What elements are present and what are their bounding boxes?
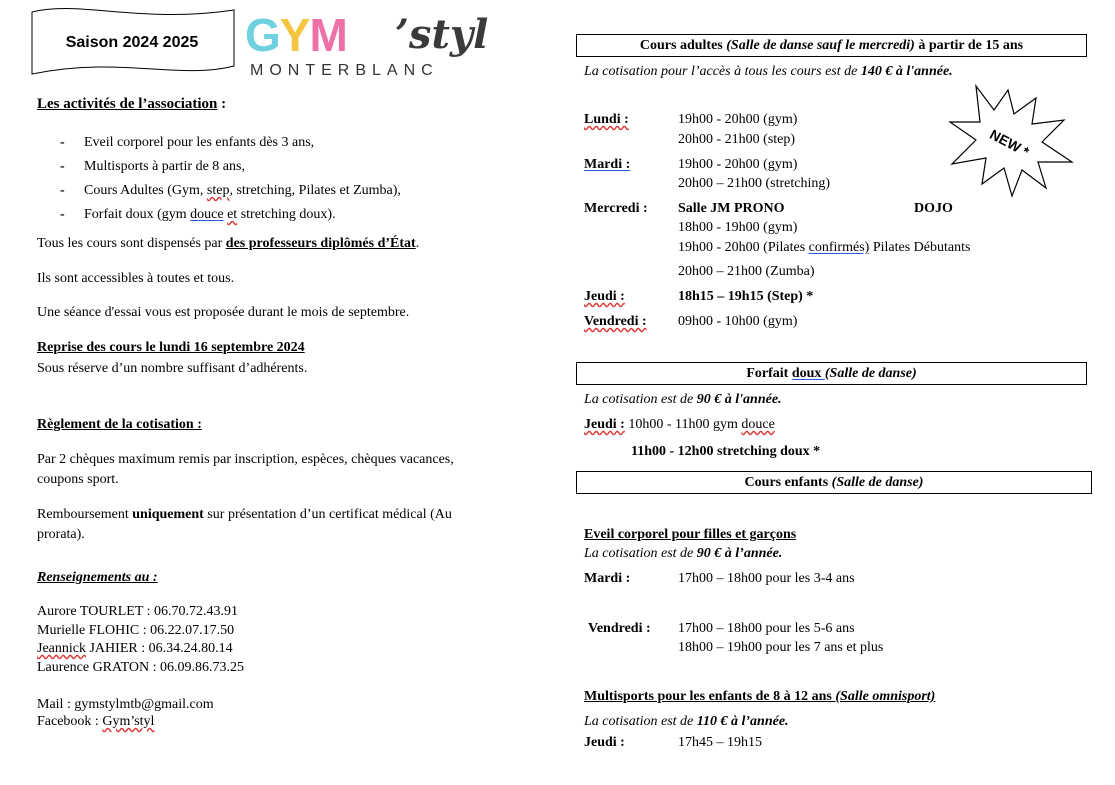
list-item: - Eveil corporel pour les enfants dès 3 ans, bbox=[60, 135, 315, 150]
adults-day-lundi: Lundi : bbox=[584, 112, 629, 127]
adults-mercredi-place1: Salle JM PRONO bbox=[678, 201, 785, 216]
kids-day-vendredi: Vendredi : bbox=[588, 621, 651, 636]
mail-text: Mail : gymstylmtb@gmail.com bbox=[37, 697, 214, 712]
teachers-text: Tous les cours sont dispensés par des professeurs diplômés d’État. bbox=[37, 236, 420, 251]
contact-item: Aurore TOURLET : 06.70.72.43.91 bbox=[37, 604, 239, 619]
adults-vendredi-slot1: 09h00 - 10h00 (gym) bbox=[678, 314, 798, 329]
contact-item: Jeannick JAHIER : 06.34.24.80.14 bbox=[37, 641, 233, 656]
season-label: Saison 2024 2025 bbox=[65, 34, 199, 51]
eveil-fee: La cotisation est de 90 € à l’année. bbox=[584, 546, 783, 561]
kids-day-mardi: Mardi : bbox=[584, 571, 631, 586]
multisports-fee: La cotisation est de 110 € à l’année. bbox=[584, 714, 789, 729]
adults-mercredi-slot1: 18h00 - 19h00 (gym) bbox=[678, 220, 798, 235]
eveil-heading: Eveil corporel pour filles et garçons bbox=[584, 527, 797, 542]
adults-day-vendredi: Vendredi : bbox=[584, 314, 647, 329]
kids-vendredi-slot2: 18h00 – 19h00 pour les 7 ans et plus bbox=[678, 640, 884, 655]
list-item: - Multisports à partir de 8 ans, bbox=[60, 159, 245, 174]
logo-gym-text: GYM bbox=[245, 9, 347, 61]
refund-text-line1: Remboursement uniquement sur présentation d’un certificat médical (Au bbox=[37, 507, 452, 522]
adults-day-mardi: Mardi : bbox=[584, 157, 631, 172]
adults-mercredi-slot2: 19h00 - 20h00 (Pilates confirmés) Pilates Débutants bbox=[678, 240, 971, 255]
adults-lundi-slot2: 20h00 - 21h00 (step) bbox=[678, 132, 796, 147]
accessible-text: Ils sont accessibles à toutes et tous. bbox=[37, 271, 235, 286]
activities-heading: Les activités de l’association : bbox=[37, 96, 227, 112]
facebook-text: Facebook : Gym’styl bbox=[37, 714, 155, 729]
kids-header-box: Cours enfants (Salle de danse) bbox=[576, 471, 1092, 494]
refund-text-line2: prorata). bbox=[37, 527, 85, 542]
soft-fee: La cotisation est de 90 € à l'année. bbox=[584, 392, 782, 407]
adults-mardi-slot2: 20h00 – 21h00 (stretching) bbox=[678, 176, 831, 191]
payment-text-line2: coupons sport. bbox=[37, 472, 119, 487]
list-item: - Forfait doux (gym douce et stretching doux). bbox=[60, 207, 336, 222]
contact-item: Murielle FLOHIC : 06.22.07.17.50 bbox=[37, 623, 235, 638]
new-badge-label: NEW * bbox=[987, 125, 1032, 160]
list-item: - Cours Adultes (Gym, step, stretching, Pilates et Zumba), bbox=[60, 183, 401, 198]
logo-styl-text: ’styl bbox=[395, 11, 489, 58]
activities-list bbox=[60, 133, 401, 229]
adults-mercredi-place2: DOJO bbox=[914, 201, 953, 216]
kids-mardi-slot1: 17h00 – 18h00 pour les 3-4 ans bbox=[678, 571, 855, 586]
adults-mardi-slot1: 19h00 - 20h00 (gym) bbox=[678, 157, 798, 172]
gymstyl-logo bbox=[245, 10, 545, 82]
adults-day-jeudi: Jeudi : bbox=[584, 289, 625, 304]
resume-heading: Reprise des cours le lundi 16 septembre 2024 bbox=[37, 340, 305, 355]
adults-header-box: Cours adultes (Salle de danse sauf le mercredi) à partir de 15 ans bbox=[576, 34, 1087, 57]
kids-jeudi-slot1: 17h45 – 19h15 bbox=[678, 735, 762, 750]
multisports-heading: Multisports pour les enfants de 8 à 12 ans (Salle omnisport) bbox=[584, 689, 936, 704]
adults-mercredi-slot3: 20h00 – 21h00 (Zumba) bbox=[678, 264, 815, 279]
resume-note: Sous réserve d’un nombre suffisant d’adhérents. bbox=[37, 361, 308, 376]
adults-day-mercredi: Mercredi : bbox=[584, 201, 648, 216]
kids-day-jeudi: Jeudi : bbox=[584, 735, 625, 750]
payment-heading: Règlement de la cotisation : bbox=[37, 417, 202, 432]
soft-jeudi-line: Jeudi : 10h00 - 11h00 gym douce bbox=[584, 417, 775, 432]
info-heading: Renseignements au : bbox=[37, 570, 158, 585]
logo-subtitle: MONTERBLANC bbox=[250, 62, 439, 79]
contact-item: Laurence GRATON : 06.09.86.73.25 bbox=[37, 660, 244, 675]
adults-fee: La cotisation pour l’accès à tous les cours est de 140 € à l'année. bbox=[584, 64, 953, 79]
soft-jeudi-slot2: 11h00 - 12h00 stretching doux * bbox=[631, 444, 821, 459]
trial-text: Une séance d'essai vous est proposée durant le mois de septembre. bbox=[37, 305, 410, 320]
new-starburst-icon bbox=[946, 80, 1076, 198]
soft-header-box: Forfait doux (Salle de danse) bbox=[576, 362, 1087, 385]
kids-vendredi-slot1: 17h00 – 18h00 pour les 5-6 ans bbox=[678, 621, 855, 636]
adults-jeudi-slot1: 18h15 – 19h15 (Step) * bbox=[678, 289, 814, 304]
payment-text-line1: Par 2 chèques maximum remis par inscription, espèces, chèques vacances, bbox=[37, 452, 454, 467]
adults-lundi-slot1: 19h00 - 20h00 (gym) bbox=[678, 112, 798, 127]
